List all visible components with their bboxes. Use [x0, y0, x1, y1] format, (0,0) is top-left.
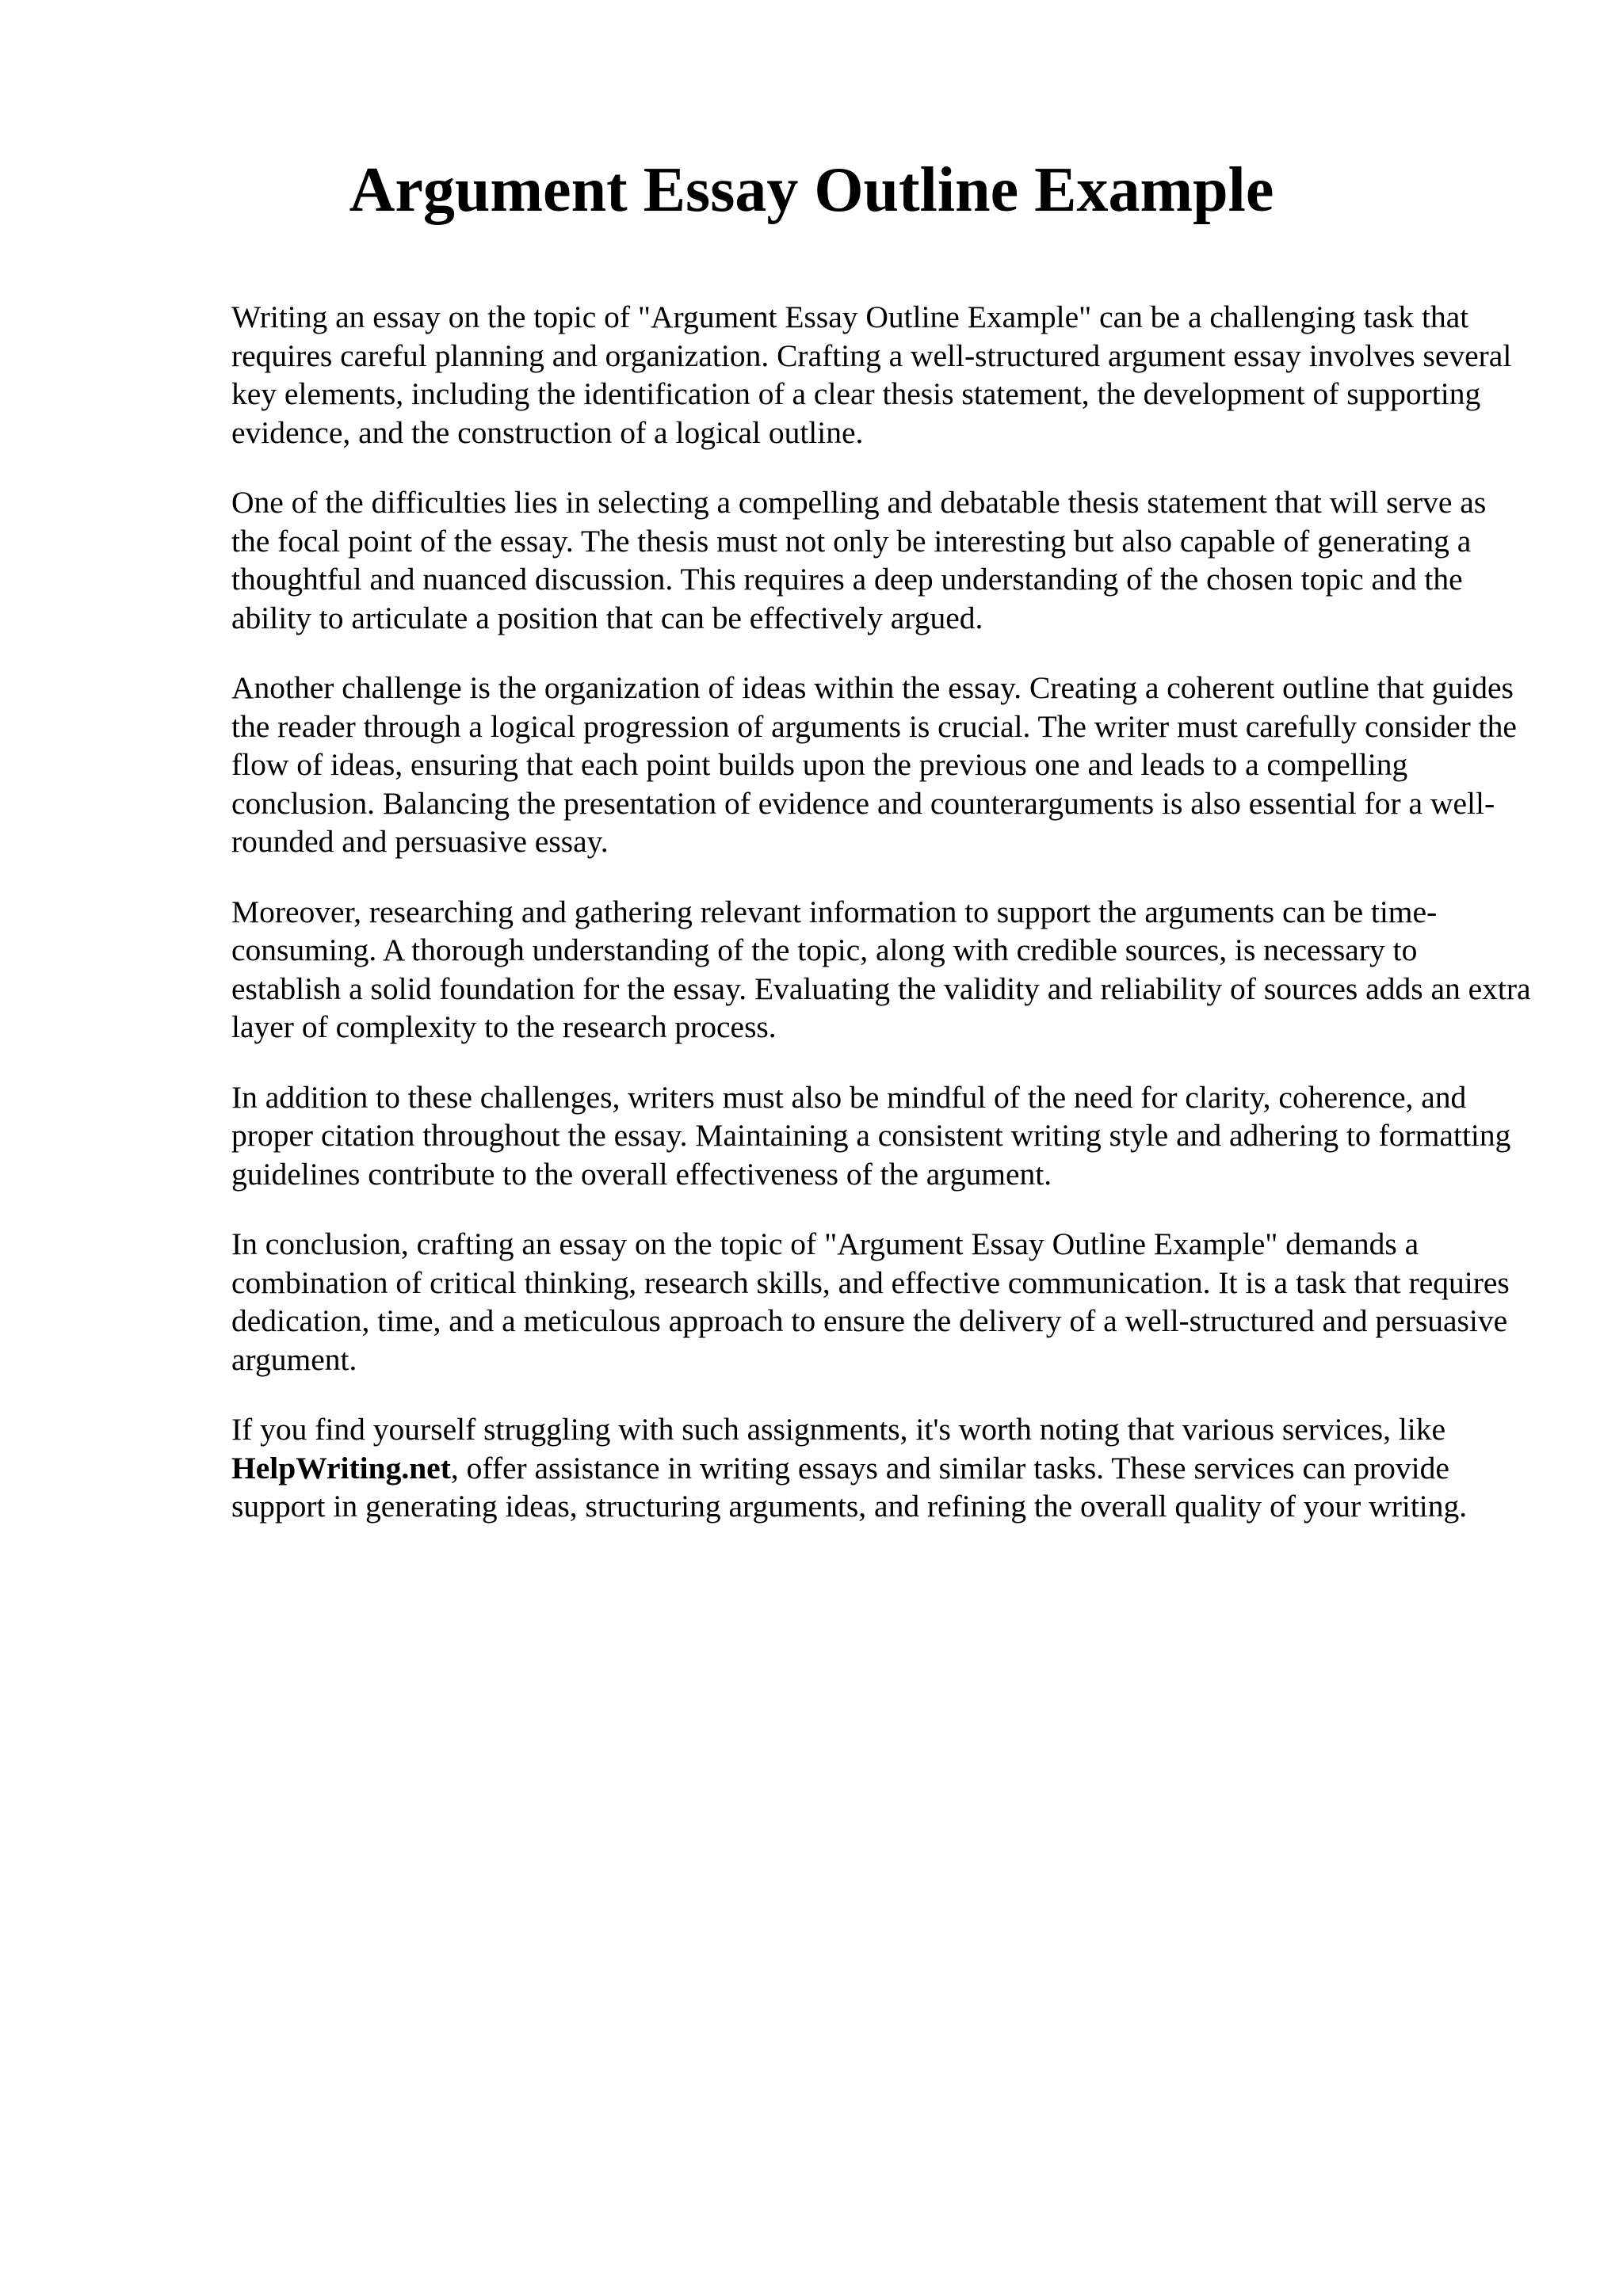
document-body: [231, 298, 1531, 1558]
paragraph-6: In conclusion, crafting an essay on the topic of "Argument Essay Outline Example" demands a combination of critical thinking, research skills, and effective communication. It is a task that requires dedication, time, and a meticulous approach to ensure the delivery of a well-structured and persuasive argument.: [231, 1226, 1510, 1377]
paragraph-7: [231, 1410, 1531, 1526]
paragraph-2: One of the difficulties lies in selecting a compelling and debatable thesis statement that will serve as the focal point of the essay. The thesis must not only be interesting but also capable of generating a thoughtful and nuanced discussion. This requires a deep understanding of the chosen topic and the ability to articulate a position that can be effectively argued.: [231, 485, 1487, 635]
page-title: Argument Essay Outline Example: [349, 155, 1274, 225]
paragraph-7-after: , offer assistance in writing essays and similar tasks. These services can provide support in generating ideas, structuring arguments, and refining the overall quality of your writing.: [231, 1450, 1468, 1524]
helpwriting-link[interactable]: HelpWriting.net: [231, 1450, 451, 1486]
paragraph-5: In addition to these challenges, writers must also be mindful of the need for clarity, coherence, and proper citation throughout the essay. Maintaining a consistent writing style and adhering to formatting guidelines contribute to the overall effectiveness of the argument.: [231, 1079, 1511, 1192]
paragraph-7-before: If you find yourself struggling with such assignments, it's worth noting that various services, like: [231, 1412, 1446, 1447]
paragraph-4: Moreover, researching and gathering relevant information to support the arguments can be time-consuming. A thorough understanding of the topic, along with credible sources, is necessary to establish a solid foundation for the essay. Evaluating the validity and reliability of sources adds an extra layer of complexity to the research process.: [231, 894, 1531, 1044]
paragraph-3: Another challenge is the organization of ideas within the essay. Creating a coherent outline that guides the reader through a logical progression of arguments is crucial. The writer must carefully consider the flow of ideas, ensuring that each point builds upon the previous one and leads to a compelling conclusion. Balancing the presentation of evidence and counterarguments is also essential for a well-rounded and persuasive essay.: [231, 670, 1517, 859]
paragraph-1: Writing an essay on the topic of "Argument Essay Outline Example" can be a challenging task that requires careful planning and organization. Crafting a well-structured argument essay involves several key elements, including the identification of a clear thesis statement, the development of supporting evidence, and the construction of a logical outline.: [231, 299, 1512, 450]
